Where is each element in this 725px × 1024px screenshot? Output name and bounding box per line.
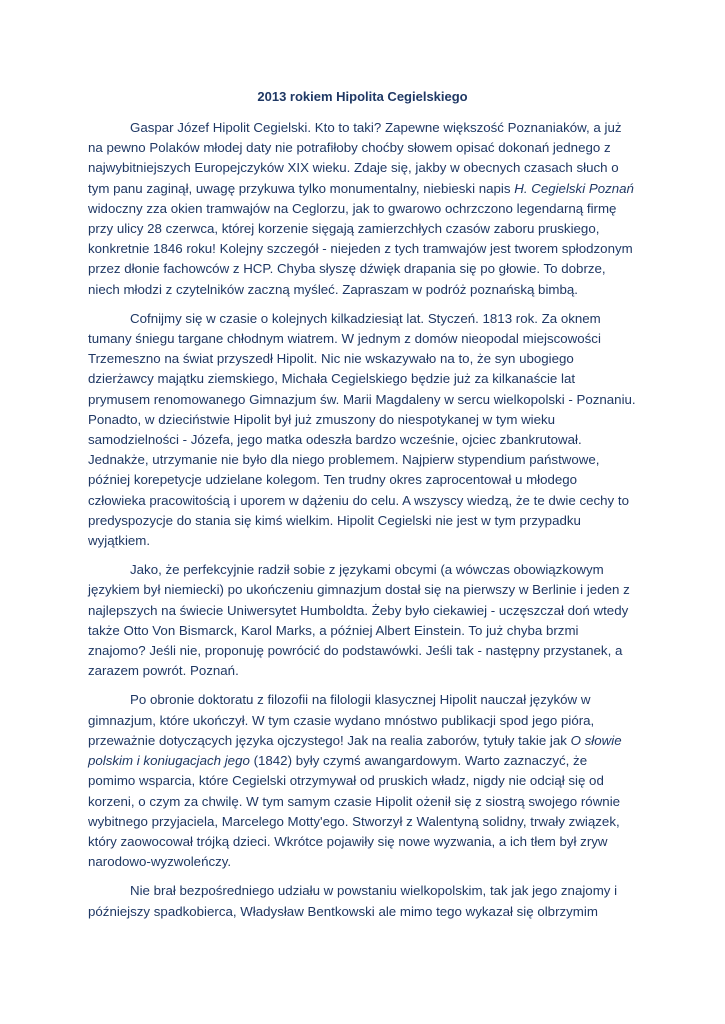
paragraph-text: Po obronie doktoratu z filozofii na filologii klasycznej Hipolit nauczał języków w gimnazjum, które ukończył. W tym czasie wydano mnóstwo publikacji spod jego pióra, przeważnie dotyczących języka ojczystego! Jak na realia zaborów, tytuły takie jak xyxy=(88,692,595,748)
paragraph-text: Gaspar Józef Hipolit Cegielski. Kto to taki? Zapewne większość Poznaniaków, a już na pewno Polaków młodej daty nie potrafiłoby choćby słowem opisać dokonań jednego z najwybitniejszych Europejczyków XIX wieku. Zdaje się, jakby w obecnych czasach słuch o tym panu zaginął, uwagę przykuwa tylko monumentalny, niebieski napis xyxy=(88,120,622,196)
document-body xyxy=(88,118,636,931)
document-title: 2013 rokiem Hipolita Cegielskiego xyxy=(257,89,468,104)
paragraph-text: Cofnijmy się w czasie o kolejnych kilkadziesiąt lat. Styczeń. 1813 rok. Za oknem tumany śniegu targane chłodnym wiatrem. W jednym z domów nieopodal miejscowości Trzemeszno na świat przyszedł Hipolit. Nic nie wskazywało na to, że syn ubogiego dzierżawcy majątku ziemskiego, Michała Cegielskiego będzie już za kilkanaście lat prymusem renomowanego Gimnazjum św. Marii Magdaleny w sercu wielkopolski - Poznaniu. Ponadto, w dzieciństwie Hipolit był już zmuszony do niespotykanej w tym wieku samodzielności - Józefa, jego matka odeszła bardzo wcześnie, ojciec zbankrutował. Jednakże, utrzymanie nie było dla niego problemem. Najpierw stypendium państwowe, później korepetycje udzielane kolegom. Ten trudny okres zaprocentował u młodego człowieka pracowitością i uporem w dążeniu do celu. A wszyscy wiedzą, że te dwie cechy to predyspozycje do stania się kimś wielkim. Hipolit Cegielski nie jest w tym przypadku wyjątkiem. xyxy=(88,310,636,549)
paragraph-text: (1842) były czymś awangardowym. Warto zaznaczyć, że pomimo wsparcia, które Cegielski otrzymywał od pruskich władz, nigdy nie odciął się od korzeni, o czym za chwilę. W tym samym czasie Hipolit ożenił się z siostrą swojego równie wybitnego przyjaciela, Marcelego Motty'ego. Stworzył z Walentyną solidny, trwały związek, który zaowocował trójką dzieci. Wkrótce pojawiły się nowe wyzwania, a ich tłem był zryw narodowo-wyzwoleńczy. xyxy=(88,753,621,870)
paragraph-5 xyxy=(88,881,636,921)
paragraph-text: Nie brał bezpośredniego udziału w powstaniu wielkopolskim, tak jak jego znajomy i późniejszy spadkobierca, Władysław Bentkowski ale mimo tego wykazał się olbrzymim xyxy=(88,883,618,919)
italic-phrase: H. Cegielski Poznań xyxy=(514,180,634,196)
paragraph-2 xyxy=(88,309,636,551)
paragraph-text: Jako, że perfekcyjnie radził sobie z językami obcymi (a wówczas obowiązkowym językiem był niemiecki) po ukończeniu gimnazjum dostał się na pierwszy w Berlinie i jeden z najlepszych na świecie Uniwersytet Humboldta. Żeby było ciekawiej - uczęszczał doń wtedy także Otto Von Bismarck, Karol Marks, a później Albert Einstein. To już chyba brzmi znajomo? Jeśli nie, proponuję powrócić do podstawówki. Jeśli tak - następny przystanek, a zarazem powrót. Poznań. xyxy=(88,562,630,679)
paragraph-text: widoczny zza okien tramwajów na Ceglorzu, jak to gwarowo ochrzczono legendarną firmę przy ulicy 28 czerwca, której korzenie sięgają zamierzchłych czasów zaboru pruskiego, konkretnie 1846 roku! Kolejny szczegół - niejeden z tych tramwajów jest tworem spłodzonym przez dłonie fachowców z HCP. Chyba słyszę dźwięk drapania się po głowie. To dobrze, niech młodzi z czytelników zaczną myśleć. Zapraszam w podróż poznańską bimbą. xyxy=(88,200,633,297)
paragraph-3 xyxy=(88,560,636,681)
paragraph-4 xyxy=(88,690,636,872)
italic-title: O słowie polskim i koniugacjach jego xyxy=(88,732,622,769)
paragraph-1 xyxy=(88,118,636,300)
